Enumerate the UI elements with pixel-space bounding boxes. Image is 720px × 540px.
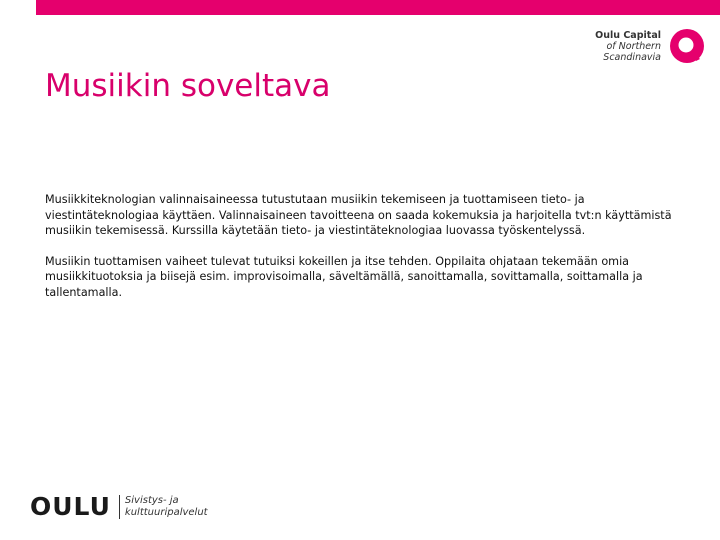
- brand-line-3: Scandinavia: [603, 51, 661, 63]
- footer-unit-line-2: kulttuuripalvelut: [124, 506, 208, 518]
- oulu-brand: [595, 24, 707, 68]
- slide-body: [45, 192, 685, 315]
- brand-tagline: [595, 30, 661, 63]
- brand-line-2: of Northern: [606, 40, 661, 52]
- footer-unit-line-1: Sivistys- ja: [124, 494, 179, 506]
- brand-line-1: Oulu Capital: [595, 29, 661, 41]
- oulu-ring-logo-icon: [667, 26, 707, 66]
- footer-divider: [119, 495, 120, 519]
- footer-logo-block: [30, 492, 208, 521]
- top-accent-bar: [36, 0, 720, 15]
- slide-title: Musiikin soveltava: [45, 68, 331, 104]
- body-paragraph-1: Musiikkiteknologian valinnaisaineessa tutustutaan musiikin tekemiseen ja tuottamiseen tieto- ja viestintäteknologiaa käyttäen. Valinnaisaineen tavoitteena on saada kokemuksia ja harjoitella tvt:n käyttämistä musiikin tekemisessä. Kurssilla käytetään tieto- ja viestintäteknologiaa luovassa työskentelyssä.: [45, 193, 672, 237]
- oulu-footer-logo: OULU: [30, 492, 111, 521]
- footer-unit-name: [125, 495, 208, 519]
- body-paragraph-2: Musiikin tuottamisen vaiheet tulevat tutuiksi kokeillen ja itse tehden. Oppilaita ohjataan tekemään omia musiikkituotoksia ja biisejä esim. improvisoimalla, säveltämällä, sanoittamalla, sovittamalla, soittamalla ja tallentamalla.: [45, 254, 643, 299]
